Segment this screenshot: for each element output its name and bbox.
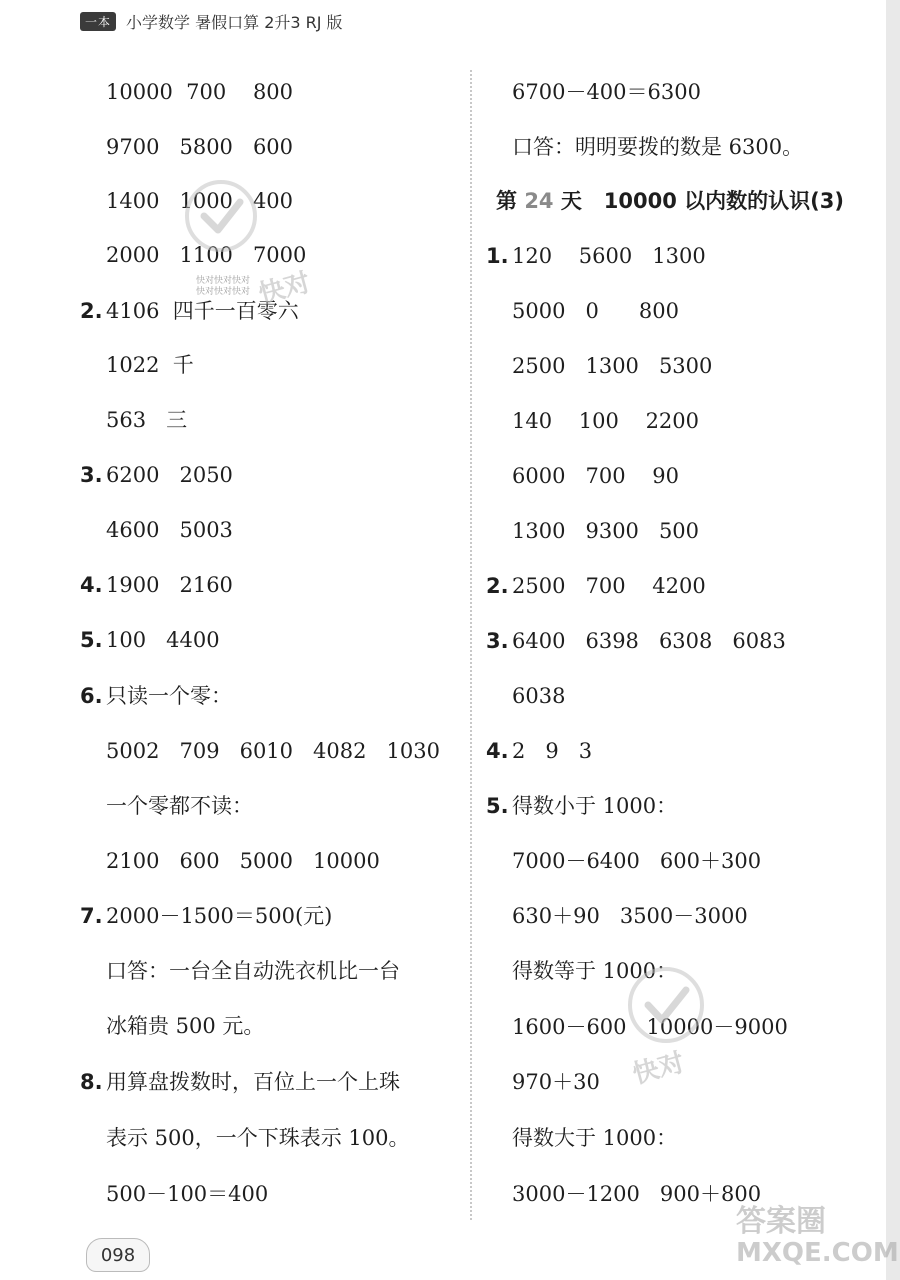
question-number: 8.	[80, 1070, 103, 1094]
answer-row: 2500 700 4200	[512, 574, 706, 598]
answer-row: 口答：明明要拨的数是 6300。	[512, 135, 804, 159]
question-number: 3.	[486, 629, 509, 653]
question-number: 2.	[80, 299, 103, 323]
answer-row: 1900 2160	[106, 573, 233, 597]
answer-row: 得数等于 1000：	[512, 959, 678, 983]
section-suffix: 天	[560, 189, 582, 213]
site-watermark-title: 答案圈	[736, 1204, 826, 1239]
question-number: 1.	[486, 244, 509, 268]
answer-row: 140 100 2200	[512, 409, 700, 433]
answer-row: 4600 5003	[106, 518, 233, 542]
answer-row: 2000 1100 7000	[106, 243, 307, 267]
question-number: 4.	[80, 573, 103, 597]
answer-row: 2 9 3	[512, 739, 593, 763]
section-prefix: 第	[496, 189, 517, 213]
question-number: 7.	[80, 904, 103, 928]
watermark-small-text	[196, 276, 250, 298]
answer-row: 630＋90 3500－3000	[512, 904, 748, 928]
section-heading	[496, 187, 844, 215]
kuaidui-watermark: 快对	[255, 267, 314, 311]
answer-row: 6000 700 90	[512, 464, 679, 488]
question-number: 5.	[486, 794, 509, 818]
answer-row: 口答：一台全自动洗衣机比一台	[106, 959, 400, 983]
question-number: 4.	[486, 739, 509, 763]
question-number: 6.	[80, 684, 103, 708]
answer-row: 3000－1200 900＋800	[512, 1182, 762, 1206]
answer-row: 2500 1300 5300	[512, 354, 713, 378]
column-divider	[470, 70, 472, 1220]
answer-row: 4106 四千一百零六	[106, 299, 299, 323]
answer-row: 9700 5800 600	[106, 135, 294, 159]
answer-row: 一个零都不读：	[106, 794, 253, 818]
answer-row: 6400 6398 6308 6083	[512, 629, 786, 653]
site-watermark-url: MXQE.COM	[736, 1238, 899, 1268]
page-header	[80, 8, 343, 34]
answer-row: 冰箱贵 500 元。	[106, 1014, 265, 1038]
day-number: 24	[524, 189, 554, 213]
answer-row: 6200 2050	[106, 463, 233, 487]
answer-row: 2000－1500＝500(元)	[106, 904, 333, 928]
answer-row: 5002 709 6010 4082 1030	[106, 739, 440, 763]
answer-row: 1022 千	[106, 353, 194, 377]
section-title: 10000 以内数的认识(3)	[603, 189, 844, 213]
answer-row: 1400 1000 400	[106, 189, 294, 213]
answer-row: 100 4400	[106, 628, 220, 652]
question-number: 5.	[80, 628, 103, 652]
answer-row: 得数小于 1000：	[512, 794, 678, 818]
answer-row: 970＋30	[512, 1070, 600, 1094]
watermark-small-line: 快对快对快对	[196, 287, 251, 297]
answer-row: 5000 0 800	[512, 299, 679, 323]
question-number: 2.	[486, 574, 509, 598]
book-title: 小学数学 暑假口算 2升3 RJ 版	[126, 12, 343, 32]
answer-row: 120 5600 1300	[512, 244, 706, 268]
answer-row: 10000 700 800	[106, 80, 294, 104]
book-logo: 一本	[80, 12, 116, 31]
watermark-small-line: 快对快对快对	[196, 276, 251, 286]
answer-row: 只读一个零：	[106, 684, 232, 708]
page-edge	[886, 0, 900, 1280]
answer-row: 6038	[512, 684, 566, 708]
answer-row: 用算盘拨数时，百位上一个上珠	[106, 1070, 400, 1094]
question-number: 3.	[80, 463, 103, 487]
answer-row: 6700－400＝6300	[512, 80, 701, 104]
answer-row: 2100 600 5000 10000	[106, 849, 380, 873]
answer-row: 563 三	[106, 408, 188, 432]
page-number: 098	[86, 1238, 150, 1272]
answer-row: 得数大于 1000：	[512, 1126, 678, 1150]
kuaidui-watermark: 快对	[629, 1047, 688, 1091]
answer-row: 1300 9300 500	[512, 519, 700, 543]
answer-row: 7000－6400 600＋300	[512, 849, 762, 873]
answer-row: 1600－600 10000－9000	[512, 1015, 788, 1039]
answer-row: 500－100＝400	[106, 1182, 269, 1206]
answer-row: 表示 500，一个下珠表示 100。	[106, 1126, 410, 1150]
